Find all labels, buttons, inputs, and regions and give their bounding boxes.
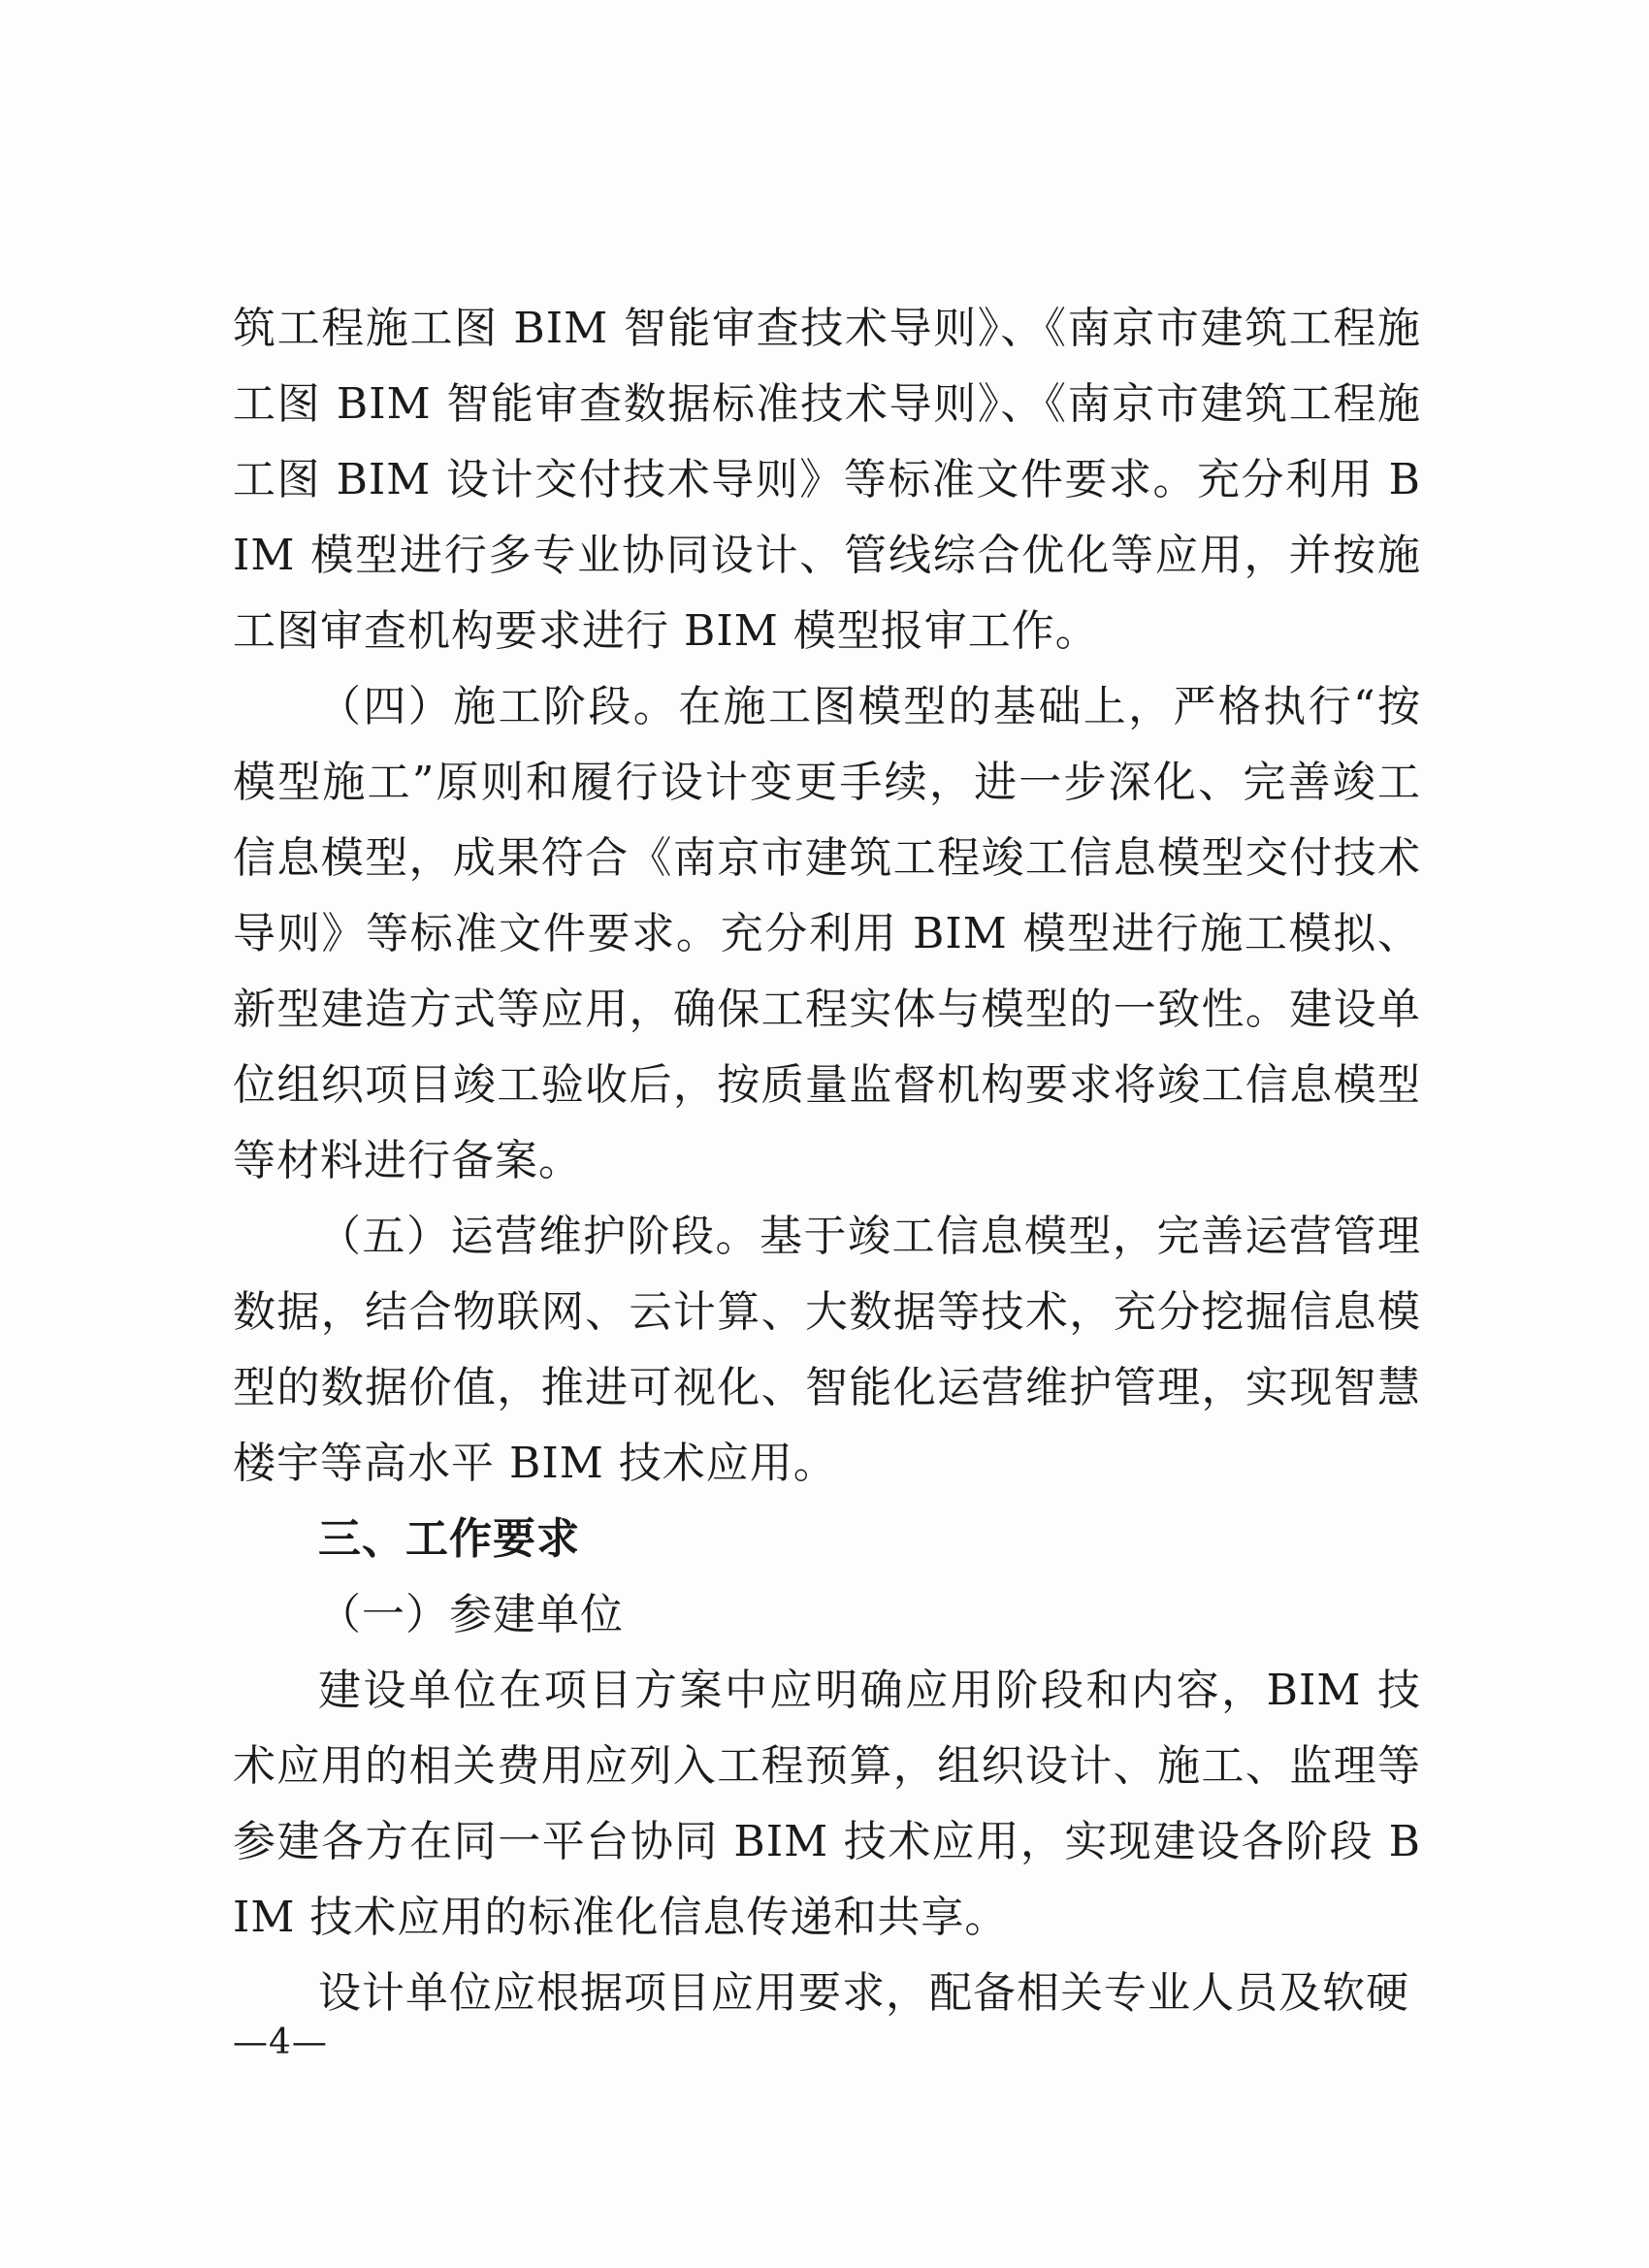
subsection-heading: （一）参建单位 bbox=[318, 1590, 624, 1639]
document-body bbox=[233, 291, 1421, 2031]
paragraph-design-unit: 设计单位应根据项目应用要求，配备相关专业人员及软硬 bbox=[318, 1968, 1409, 2018]
paragraph-construction-stage: （四）施工阶段。在施工图模型的基础上，严格执行“按模型施工”原则和履行设计变更手续，进一步深化、完善竣工信息模型，成果符合《南京市建筑工程竣工信息模型交付技术导则》等标准文件要求。充分利用 BIM 模型进行施工模拟、新型建造方式等应用，确保工程实体与模型的一致性。建设单位组织项目竣工验收后，按质量监督机构要求将竣工信息模型等材料进行备案。 bbox=[233, 682, 1421, 1185]
page-number: —4— bbox=[233, 2023, 328, 2062]
section-heading: 三、工作要求 bbox=[318, 1514, 580, 1564]
paragraph-continuation: 筑工程施工图 BIM 智能审查技术导则》、《南京市建筑工程施工图 BIM 智能审查数据标准技术导则》、《南京市建筑工程施工图 BIM 设计交付技术导则》等标准文件要求。充分利用 BIM 模型进行多专业协同设计、管线综合优化等应用，并按施工图审查机构要求进行 BIM 模型报审工作。 bbox=[233, 304, 1421, 656]
paragraph-construction-unit: 建设单位在项目方案中应明确应用阶段和内容，BIM 技术应用的相关费用应列入工程预算，组织设计、施工、监理等参建各方在同一平台协同 BIM 技术应用，实现建设各阶段 BIM 技术应用的标准化信息传递和共享。 bbox=[233, 1666, 1421, 1942]
paragraph-operation-stage: （五）运营维护阶段。基于竣工信息模型，完善运营管理数据，结合物联网、云计算、大数据等技术，充分挖掘信息模型的数据价值，推进可视化、智能化运营维护管理，实现智慧楼宇等高水平 BIM 技术应用。 bbox=[233, 1212, 1421, 1488]
